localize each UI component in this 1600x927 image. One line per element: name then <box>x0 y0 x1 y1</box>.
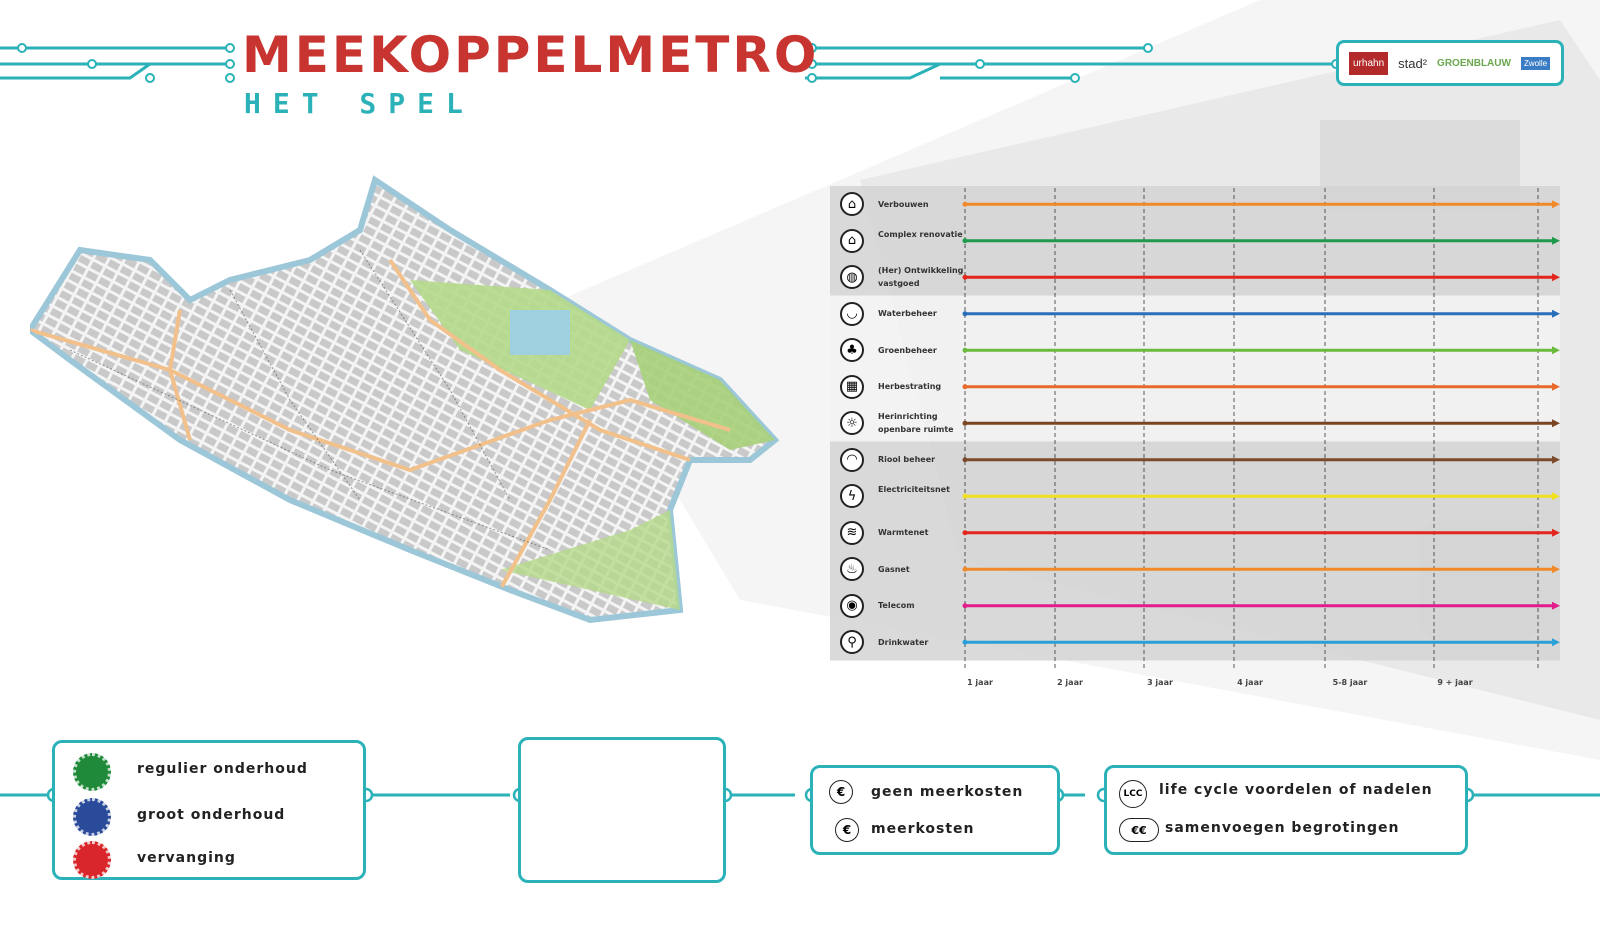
page-subtitle: HET SPEL <box>244 87 475 120</box>
electricity-icon: ϟ <box>840 484 864 508</box>
category-label: Riool beheer <box>878 455 936 465</box>
water-icon: ◡ <box>840 302 864 326</box>
extra-cost-label: meerkosten <box>871 821 975 837</box>
stad-logo: stad² <box>1398 55 1428 71</box>
category-label: (Her) Ontwikkeling vastgoed <box>878 266 964 289</box>
major-maintenance-label: groot onderhoud <box>137 807 286 823</box>
category-label: Drinkwater <box>878 637 929 647</box>
category-label: Warmtenet <box>878 528 929 538</box>
period-label: 4 jaar <box>1237 678 1263 687</box>
timeline-band <box>830 442 1560 661</box>
euro-stack-icon: € <box>835 818 859 842</box>
tree-icon: ♣ <box>840 338 864 362</box>
empty-legend-box <box>518 737 726 883</box>
category-label: Verbouwen <box>878 199 929 209</box>
tap-icon: ⚲ <box>840 630 864 654</box>
red-chip-icon <box>73 841 111 879</box>
flame-icon: ♨ <box>840 557 864 581</box>
period-label: 2 jaar <box>1057 678 1083 687</box>
euro-icon: € <box>829 780 853 804</box>
no-extra-cost-label: geen meerkosten <box>871 784 1024 800</box>
page-title: MEEKOPPELMETRO <box>242 26 820 84</box>
renovation-icon: ⌂ <box>840 229 864 253</box>
antenna-icon: ◉ <box>840 594 864 618</box>
house-icon: ⌂ <box>840 192 864 216</box>
development-icon: ◍ <box>840 265 864 289</box>
budget-legend <box>1104 765 1468 855</box>
zwolle-logo: Zwolle <box>1521 57 1550 70</box>
category-label: Waterbeheer <box>878 309 937 319</box>
regular-maintenance-label: regulier onderhoud <box>137 761 308 777</box>
category-label: Electriciteitsnet <box>878 485 950 495</box>
green-chip-icon <box>73 753 111 791</box>
maintenance-legend <box>52 740 366 880</box>
public-space-icon: ☼ <box>840 411 864 435</box>
maintenance-timeline <box>830 186 1570 706</box>
category-label: Herinrichting openbare ruimte <box>878 412 954 435</box>
paving-icon: ▦ <box>840 375 864 399</box>
blue-chip-icon <box>73 798 111 836</box>
category-label: Groenbeheer <box>878 345 937 355</box>
groenblauw-logo: GROENBLAUW <box>1437 57 1511 69</box>
period-label: 5-8 jaar <box>1332 678 1368 687</box>
replacement-label: vervanging <box>137 850 236 866</box>
period-label: 3 jaar <box>1147 678 1173 687</box>
urhahn-logo: urhahn <box>1349 52 1388 75</box>
neighbourhood-map <box>30 170 800 640</box>
category-label: Telecom <box>878 601 915 611</box>
merge-budgets-label: samenvoegen begrotingen <box>1165 820 1400 836</box>
double-euro-icon: €€ <box>1119 818 1159 842</box>
cost-legend <box>810 765 1060 855</box>
period-label: 1 jaar <box>967 678 993 687</box>
life-cycle-label: life cycle voordelen of nadelen <box>1159 782 1433 798</box>
heat-icon: ≋ <box>840 521 864 545</box>
sewer-icon: ◠ <box>840 448 864 472</box>
period-label: 9 + jaar <box>1437 678 1473 687</box>
category-label: Herbestrating <box>878 382 942 392</box>
category-label: Gasnet <box>878 564 910 574</box>
category-label: Complex renovatie <box>878 229 963 239</box>
partner-logos <box>1336 40 1564 86</box>
lcc-icon: LCC <box>1119 780 1147 808</box>
